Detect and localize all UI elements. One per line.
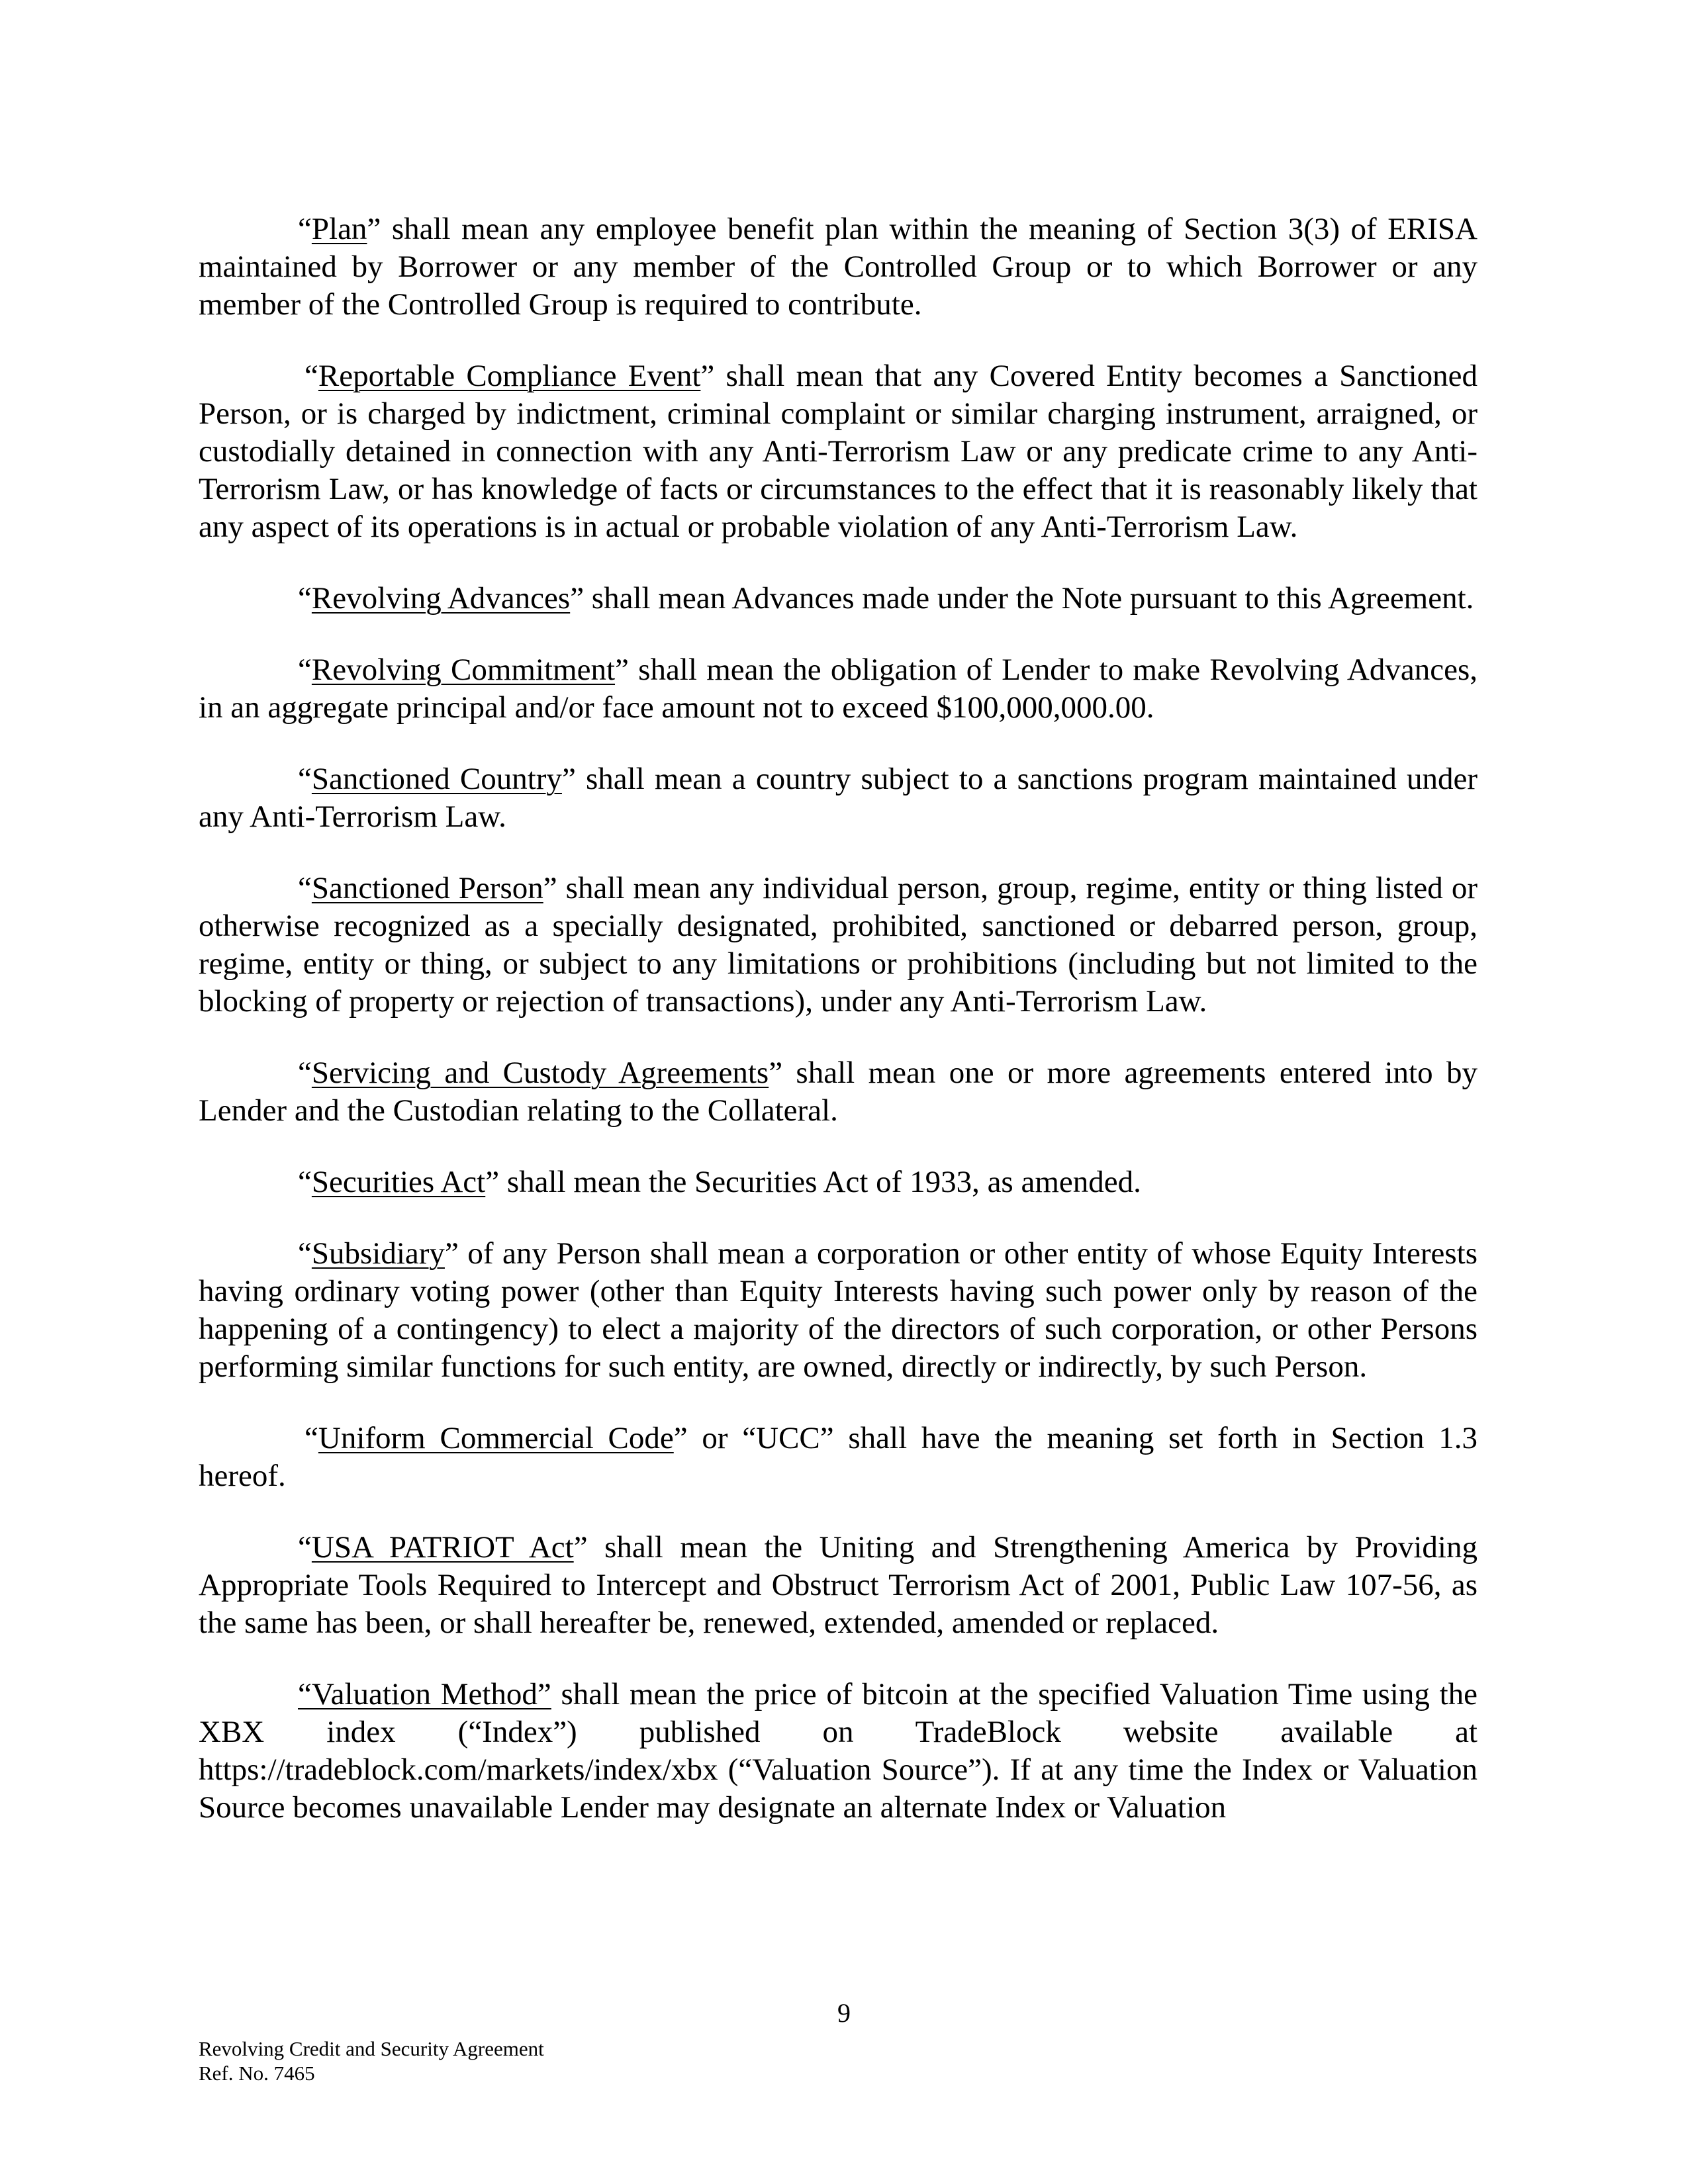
definition-valuation-method [199,1676,1477,1827]
defined-term: Plan [311,212,367,246]
definition-reportable-compliance-event: “Reportable Compliance Event” shall mean that any Covered Entity becomes a Sanctioned Person, or is charged by indictment, criminal complaint or similar charging instrument, arraigned, or custodially detained in connection with any Anti-Terrorism Law or any predicate crime to any Anti-Terrorism Law, or has knowledge of facts or circumstances to the effect that it is reasonably likely that any aspect of its operations is in actual or probable violation of any Anti-Terrorism Law. [199,359,1477,544]
page-number: 9 [837,1998,851,2028]
definition-text: ” shall mean the Uniting and Strengthening America by Providing Appropriate Tools Required to Intercept and Obstruct Terrorism Act of 2001, Public Law 107-56, as the same has been, or shall hereafter be, renewed, extended, amended or replaced. [199,1530,1477,1640]
definition-text: ” shall mean a country subject to a sanctions program maintained under any Anti-Terrorism Law. [199,762,1477,834]
definition-text: ” or “UCC” shall have the meaning set forth in Section 1.3 hereof. [199,1421,1477,1493]
definition-text: ” shall mean any individual person, group, regime, entity or thing listed or otherwise recognized as a specially designated, prohibited, sanctioned or debarred person, group, regime, entity or thing, or subject to any limitations or prohibitions (including but not limited to the blocking of property or rejection of transactions), under any Anti-Terrorism Law. [199,871,1477,1019]
definition-servicing-and-custody-agreements: “Servicing and Custody Agreements” shall mean one or more agreements entered into by Lender and the Custodian relating to the Collateral. [199,1056,1477,1128]
definition-revolving-advances: “Revolving Advances” shall mean Advances made under the Note pursuant to this Agreement. [298,581,1474,615]
document-footer [199,2036,544,2085]
definition-usa-patriot-act: “USA PATRIOT Act” shall mean the Uniting and Strengthening America by Providing Appropriate Tools Required to Intercept and Obstruct Terrorism Act of 2001, Public Law 107-56, as the same has been, or shall hereafter be, renewed, extended, amended or replaced. [199,1530,1477,1640]
defined-term: Servicing and Custody Agreements [311,1056,769,1090]
definition-text: ” shall mean any employee benefit plan within the meaning of Section 3(3) of ERISA maintained by Borrower or any member of the Controlled Group or to which Borrower or any member of the Controlled Group is required to contribute. [199,212,1477,322]
defined-term: USA PATRIOT Act [311,1530,574,1565]
definition-text: ” shall mean the Securities Act of 1933, as amended. [485,1165,1141,1199]
defined-term: Sanctioned Country [311,762,562,796]
definitions-body [199,210,1477,1860]
definition-revolving-commitment: “Revolving Commitment” shall mean the obligation of Lender to make Revolving Advances, in an aggregate principal and/or face amount not to exceed $100,000,000.00. [199,653,1477,725]
definition-text: ” shall mean the obligation of Lender to make Revolving Advances, in an aggregate principal and/or face amount not to exceed $100,000,000.00. [199,653,1477,725]
defined-term: Uniform Commercial Code [318,1421,674,1455]
footer-agreement-title: Revolving Credit and Security Agreement [199,2037,544,2060]
defined-term: “Valuation Method” [298,1677,551,1711]
definition-sanctioned-person: “Sanctioned Person” shall mean any individual person, group, regime, entity or thing listed or otherwise recognized as a specially designated, prohibited, sanctioned or debarred person, group, regime, entity or thing, or subject to any limitations or prohibitions (including but not limited to the blocking of property or rejection of transactions), under any Anti-Terrorism Law. [199,871,1477,1019]
footer-reference-number: Ref. No. 7465 [199,2062,315,2085]
defined-term: Reportable Compliance Event [318,359,701,393]
defined-term: Subsidiary [311,1236,445,1271]
definition-subsidiary: “Subsidiary” of any Person shall mean a corporation or other entity of whose Equity Interests having ordinary voting power (other than Equity Interests having such power only by reason of the happening of a contingency) to elect a majority of the directors of such corporation, or other Persons performing similar functions for such entity, are owned, directly or indirectly, by such Person. [199,1236,1477,1384]
definition-text: ” of any Person shall mean a corporation or other entity of whose Equity Interests having ordinary voting power (other than Equity Interests having such power only by reason of the happening of a contingency) to elect a majority of the directors of such corporation, or other Persons performing similar functions for such entity, are owned, directly or indirectly, by such Person. [199,1236,1477,1384]
definition-text: shall mean the price of bitcoin at the specified Valuation Time using the XBX index (“Index”) published on TradeBlock website available at https://tradeblock.com/markets/index/xbx (“Valuation Source”). If at any time the Index or Valuation Source becomes unavailable Lender may designate an alternate Index or Valuation [199,1677,1478,1825]
definition-uniform-commercial-code: “Uniform Commercial Code” or “UCC” shall have the meaning set forth in Section 1.3 hereof. [199,1421,1477,1493]
definition-sanctioned-country: “Sanctioned Country” shall mean a country subject to a sanctions program maintained under any Anti-Terrorism Law. [199,762,1477,834]
definition-text: ” shall mean one or more agreements entered into by Lender and the Custodian relating to the Collateral. [199,1056,1477,1128]
defined-term: Securities Act [311,1165,486,1199]
defined-term: Sanctioned Person [311,871,543,905]
definition-text: ” shall mean Advances made under the Note pursuant to this Agreement. [570,581,1474,615]
defined-term: Revolving Commitment [311,653,616,687]
defined-term: Revolving Advances [311,581,571,615]
definition-plan: “Plan” shall mean any employee benefit plan within the meaning of Section 3(3) of ERISA maintained by Borrower or any member of the Controlled Group or to which Borrower or any member of the Controlled Group is required to contribute. [199,212,1477,322]
definition-securities-act: “Securities Act” shall mean the Securities Act of 1933, as amended. [298,1165,1141,1199]
definition-text: ” shall mean that any Covered Entity becomes a Sanctioned Person, or is charged by indictment, criminal complaint or similar charging instrument, arraigned, or custodially detained in connection with any Anti-Terrorism Law or any predicate crime to any Anti-Terrorism Law, or has knowledge of facts or circumstances to the effect that it is reasonably likely that any aspect of its operations is in actual or probable violation of any Anti-Terrorism Law. [199,359,1477,544]
